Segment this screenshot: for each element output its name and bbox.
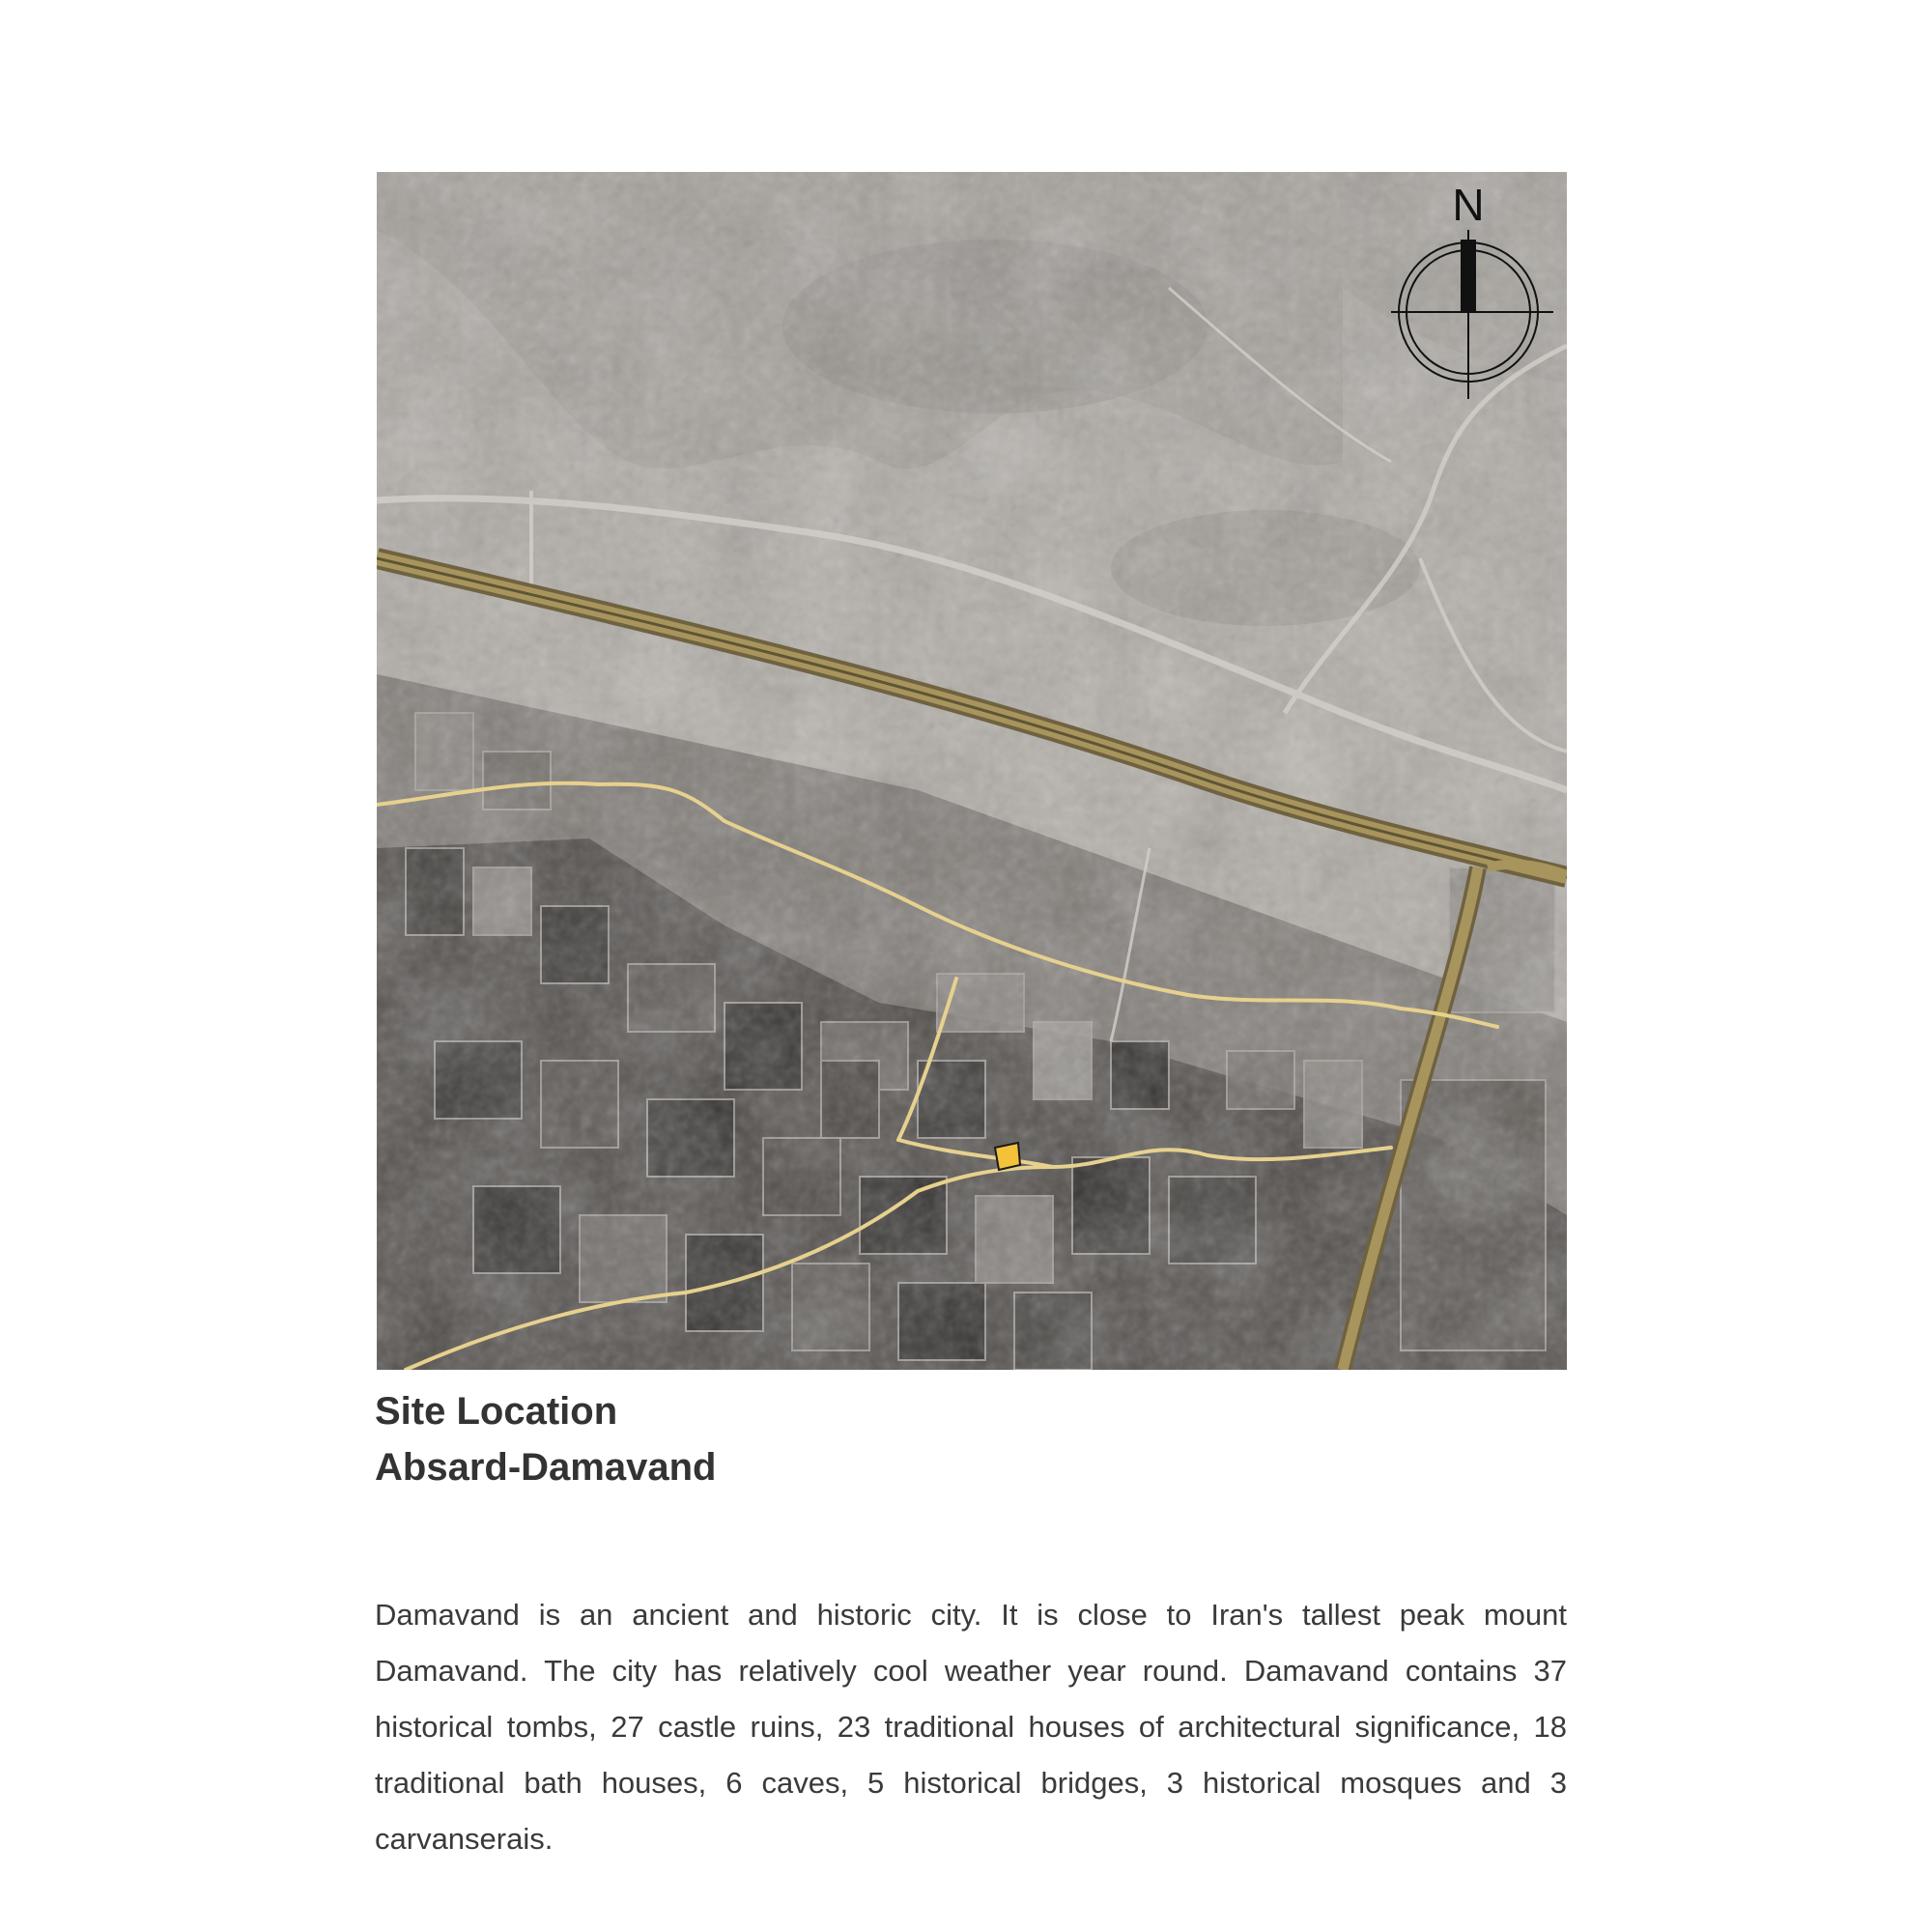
aerial-site-map [377,172,1567,1370]
site-title-line1: Site Location [375,1390,618,1433]
site-title [375,1383,1244,1495]
site-marker [995,1143,1020,1170]
site-description: Damavand is an ancient and historic city. It is close to Iran's tallest peak mount Damavand. The city has relatively cool weather year round. Damavand contains 37 historical tombs, 27 castle ruins, 23 traditional houses of architectural significance, 18 traditional bath houses, 6 caves, 5 historical bridges, 3 historical mosques and 3 carvanserais. [375,1598,1567,1856]
north-label: N [1452,180,1485,230]
site-title-line2: Absard-Damavand [375,1446,717,1489]
